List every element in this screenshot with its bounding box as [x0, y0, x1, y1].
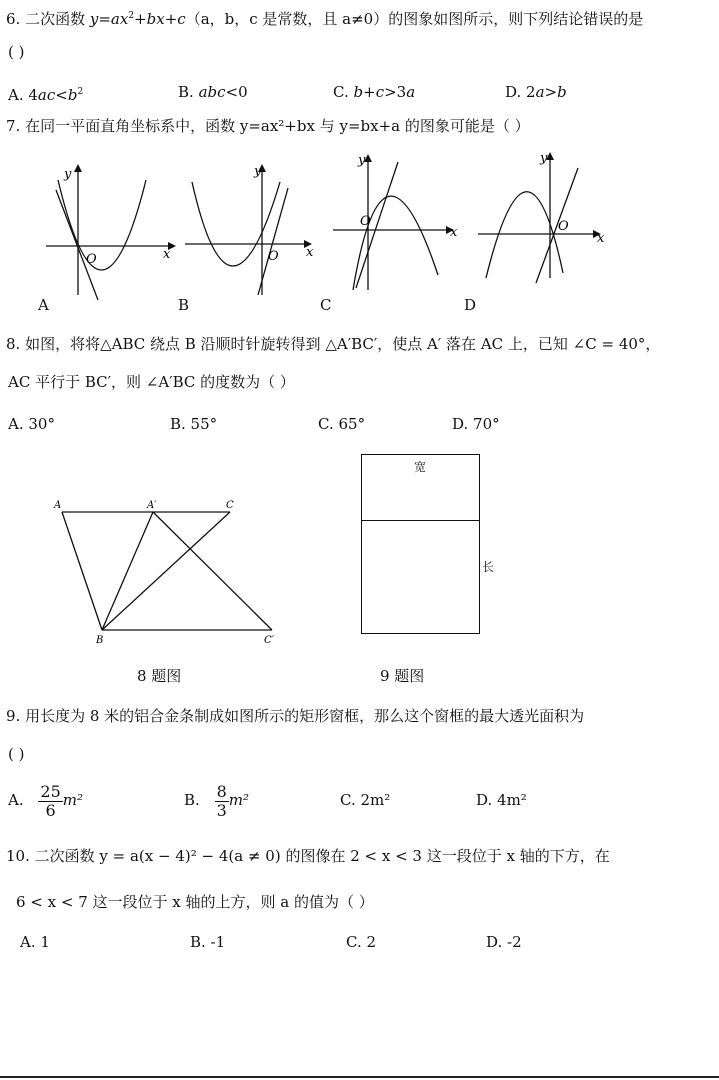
q8-stem-line1: 8. 如图，将将△ABC 绕点 B 沿顺时针旋转得到 △A′BC′，使点 A′ 落在 AC 上，已知 ∠C = 40°， — [6, 335, 661, 353]
svg-text:O: O — [86, 252, 97, 267]
q8-point-c-prime: C′ — [264, 635, 274, 646]
q7-label-c: C — [320, 296, 332, 314]
q10-option-a: A. 1 — [20, 933, 50, 951]
q6-option-d: D. 2a>b — [505, 83, 567, 101]
q9-option-b: B. $\frac{8}{3}$ m² — [184, 781, 250, 820]
q7-label-d: D — [464, 296, 477, 314]
q8-option-c: C. 65° — [318, 415, 366, 433]
q6-option-a: A. $4ac<b^2$ — [8, 86, 84, 104]
page-bottom-rule — [0, 1076, 719, 1078]
q6-answer-paren: ( ) — [8, 43, 25, 61]
q9-option-a: A. $\frac{25}{6}$ m² — [8, 781, 83, 820]
q10-option-d: D. -2 — [486, 933, 522, 951]
q6-stem: 6. 二次函数 $y=ax^2+bx+c(a$，b，c 是常数，且 a≠0）的图象如图所示，则下列结论错误的是 — [6, 10, 644, 28]
q8-point-c: C — [226, 500, 234, 511]
q9-caption: 9 题图 — [380, 667, 425, 685]
q10-option-b: B. -1 — [190, 933, 226, 951]
q8-stem-line2: AC 平行于 BC′，则 ∠A′BC 的度数为（ ） — [8, 373, 295, 391]
svg-text:O: O — [268, 249, 279, 264]
q7-graph-d — [478, 148, 618, 298]
svg-text:y: y — [254, 164, 262, 179]
q7-graph-b — [180, 160, 320, 305]
q8-option-b: B. 55° — [170, 415, 218, 433]
q7-graph-c — [328, 150, 468, 300]
q8-figure — [40, 495, 290, 655]
q9-option-d: D. 4m² — [476, 791, 527, 809]
svg-text:x: x — [163, 247, 171, 262]
svg-text:y: y — [64, 167, 72, 182]
svg-text:y: y — [358, 153, 366, 168]
q8-point-a: A — [54, 500, 62, 511]
svg-text:O: O — [360, 214, 371, 229]
q8-option-a: A. 30° — [8, 415, 55, 433]
q10-option-c: C. 2 — [346, 933, 377, 951]
q8-caption: 8 题图 — [137, 667, 182, 685]
q9-width-label: 宽 — [414, 460, 427, 474]
q7-stem: 7. 在同一平面直角坐标系中，函数 y=ax²+bx 与 y=bx+a 的图象可能是（ ） — [6, 117, 530, 135]
q10-stem-line1: 10. 二次函数 y = a(x − 4)² − 4(a ≠ 0) 的图像在 2 < x < 3 这一段位于 x 轴的下方，在 — [6, 847, 610, 865]
q9-window-frame — [361, 454, 480, 634]
svg-text:x: x — [306, 245, 314, 260]
q9-option-c: C. 2m² — [340, 791, 391, 809]
svg-text:y: y — [540, 151, 548, 166]
q7-graph-a — [36, 160, 176, 305]
q6-option-b: B. abc<0 — [178, 83, 248, 101]
q7-label-a: A — [38, 296, 49, 314]
q8-point-b: B — [96, 635, 104, 646]
q9-window-divider — [361, 520, 480, 521]
q7-label-b: B — [178, 296, 190, 314]
svg-text:x: x — [597, 231, 605, 246]
svg-text:O: O — [558, 219, 569, 234]
q8-option-d: D. 70° — [452, 415, 500, 433]
q8-point-a-prime: A′ — [147, 500, 157, 511]
q9-answer-paren: ( ) — [8, 745, 25, 763]
q10-stem-line2: 6 < x < 7 这一段位于 x 轴的上方，则 a 的值为（ ） — [16, 893, 374, 911]
q6-option-c: C. b+c>3a — [333, 83, 416, 101]
q9-length-label: 长 — [482, 560, 495, 574]
q9-stem: 9. 用长度为 8 米的铝合金条制成如图所示的矩形窗框，那么这个窗框的最大透光面积为 — [6, 707, 585, 725]
svg-text:x: x — [450, 225, 458, 240]
